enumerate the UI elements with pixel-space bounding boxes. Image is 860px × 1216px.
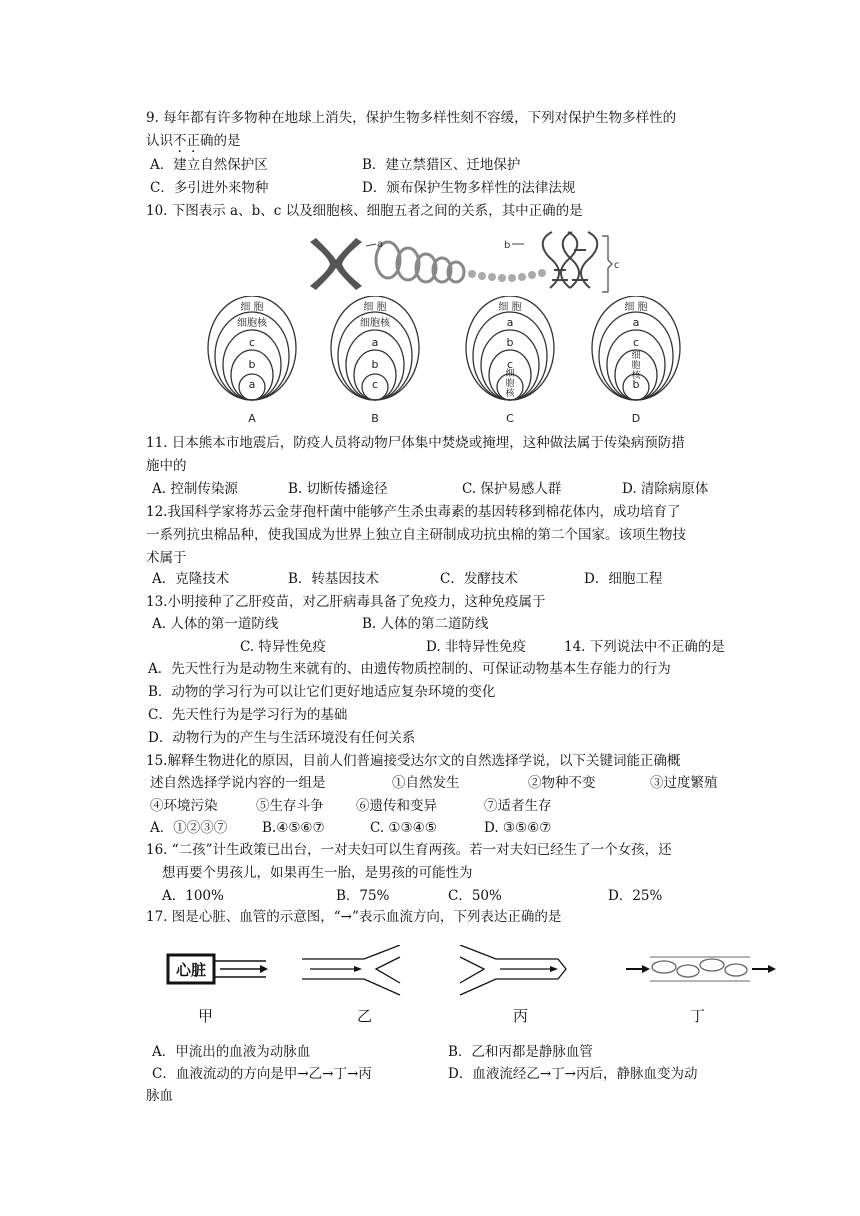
brace-icon	[602, 236, 612, 292]
diagram-letter: A	[248, 412, 256, 425]
q13-option-b: B. 人体的第二道防线	[362, 616, 489, 632]
q17-option-a: A．甲流出的血液为动脉血	[152, 1044, 311, 1060]
q15-option-a: A．①②③⑦	[150, 820, 228, 836]
label-c: c	[614, 260, 620, 271]
q12-option-c: C．发酵技术	[440, 571, 518, 587]
q9-stem-part: 确的是	[200, 133, 241, 149]
q14-option-b: B．动物的学习行为可以让它们更好地适应复杂环境的变化	[148, 684, 496, 700]
ring-label: 细胞核	[237, 318, 267, 329]
q13-option-c: C. 特异性免疫	[240, 639, 326, 655]
ring-label: 细胞核	[505, 369, 515, 399]
caption-jia: 甲	[198, 1007, 214, 1025]
q13-stem: 13.小明接种了乙肝疫苗，对乙肝病毒具备了免疫力，这种免疫属于	[146, 594, 546, 610]
q9-stem-line1: 9. 每年都有许多物种在地球上消失，保护生物多样性刻不容缓，下列对保护生物多样性的	[146, 110, 677, 126]
dna-helix-icon	[543, 232, 598, 288]
q16-stem-line2: 想再要个男孩儿，如果再生一胎，是男孩的可能性为	[162, 865, 473, 881]
ring-label: c	[371, 378, 379, 391]
q15-keyword-7: ⑦适者生存	[484, 798, 552, 814]
q9-emphasis-char: 不	[173, 133, 187, 149]
q17-option-c: C．血液流动的方向是甲→乙→丁→丙	[152, 1066, 372, 1082]
q17-stem: 17. 图是心脏、血管的示意图，“→”表示血流方向，下列表达正确的是	[146, 909, 562, 925]
chromosome-icon	[310, 238, 362, 290]
chromosome-dna-illustration	[300, 230, 630, 300]
caption-yi: 乙	[357, 1007, 373, 1025]
nested-diagram-d	[592, 296, 680, 425]
ring-label: c	[248, 336, 256, 349]
q9-stem-line2	[146, 131, 241, 151]
q16-option-d: D．25%	[608, 888, 663, 904]
q12-option-b: B．转基因技术	[288, 571, 379, 587]
q9-option-b: B．建立禁猎区、迁地保护	[362, 157, 521, 173]
heart-vessel-diagram	[160, 945, 790, 1000]
diagram-letter: D	[631, 412, 641, 425]
ring-label: a	[248, 378, 256, 391]
ring-label: a	[632, 316, 640, 329]
q15-keyword-5: ⑤生存斗争	[256, 798, 324, 814]
diagram-letter: C	[506, 412, 514, 425]
nucleosome-beads-icon	[468, 269, 546, 282]
heart-label: 心脏	[175, 961, 207, 979]
q15-keyword-1: ①自然发生	[392, 775, 460, 791]
q16-option-a: A．100%	[162, 888, 224, 904]
q16-option-c: C．50%	[448, 888, 502, 904]
q9-option-d: D．颁布保护生物多样性的法律法规	[362, 180, 576, 196]
q15-keyword-2: ②物种不变	[528, 775, 596, 791]
ring-label: 细 胞	[363, 302, 387, 313]
q15-option-b: B.④⑤⑥⑦	[262, 820, 325, 836]
artery-branch-icon	[302, 945, 400, 995]
q16-option-b: B．75%	[336, 888, 390, 904]
q17-option-b: B．乙和丙都是静脉血管	[448, 1044, 593, 1060]
q11-option-d: D. 清除病原体	[622, 481, 709, 497]
ring-label: 细胞核	[631, 351, 641, 381]
q15-option-d: D. ③⑤⑥⑦	[484, 820, 552, 836]
ring-label: b	[632, 378, 640, 391]
ring-label: 细 胞	[624, 302, 648, 313]
ring-label: b	[248, 358, 256, 371]
q17-option-d-line1: D．血液流经乙→丁→丙后，静脉血变为动	[448, 1066, 698, 1082]
q9-emphasis-char: 正	[186, 133, 200, 149]
ring-label: b	[506, 336, 514, 349]
diagram-letter: B	[371, 412, 379, 425]
nested-diagram-b	[331, 296, 419, 425]
chromatin-coil-icon	[376, 242, 464, 282]
ring-label: 细 胞	[498, 302, 522, 313]
q15-stem-line1: 15.解释生物进化的原因，目前人们普遍接受达尔文的自然选择学说，以下关键词能正确概	[146, 753, 681, 769]
q12-option-d: D．细胞工程	[584, 571, 663, 587]
q15-keyword-6: ⑥遗传和变异	[356, 798, 437, 814]
label-a: a	[377, 239, 384, 250]
q11-option-c: C. 保护易感人群	[462, 481, 562, 497]
heart-box	[168, 955, 268, 983]
q15-option-c: C. ①③④⑤	[370, 820, 437, 836]
q10-stem: 10. 下图表示 a、b、c 以及细胞核、细胞五者之间的关系，其中正确的是	[146, 203, 583, 219]
q15-keyword-3: ③过度繁殖	[650, 775, 718, 791]
q15-stem-line2: 述自然选择学说内容的一组是	[150, 775, 326, 791]
q14-option-c: C．先天性行为是学习行为的基础	[148, 707, 348, 723]
ring-label: 细 胞	[240, 302, 264, 313]
nested-circle-diagrams	[190, 296, 690, 428]
ring-label: a	[371, 336, 379, 349]
label-b: b	[504, 240, 511, 251]
q12-stem-line3: 术属于	[146, 550, 187, 566]
ring-label: c	[632, 336, 640, 349]
q11-option-a: A. 控制传染源	[152, 481, 238, 497]
ring-label: 细胞核	[360, 318, 390, 329]
q11-option-b: B. 切断传播途径	[288, 481, 388, 497]
q12-option-a: A．克隆技术	[152, 571, 230, 587]
caption-bing: 丙	[513, 1007, 529, 1025]
ring-label: a	[506, 316, 514, 329]
capillary-icon	[626, 957, 776, 981]
q17-option-d-line2: 脉血	[146, 1088, 173, 1104]
q15-keyword-4: ④环境污染	[150, 798, 218, 814]
q12-stem-line2: 一系列抗虫棉品种，使我国成为世界上独立自主研制成功抗虫棉的第二个国家。该项生物技	[146, 527, 686, 543]
caption-ding: 丁	[690, 1007, 706, 1025]
q9-stem-part: 认识	[146, 133, 173, 149]
q16-stem-line1: 16. “二孩”计生政策已出台，一对夫妇可以生育两孩。若一对夫妇已经生了一个女孩，还	[146, 842, 672, 858]
q13-option-a: A. 人体的第一道防线	[152, 616, 279, 632]
q12-stem-line1: 12.我国科学家将苏云金芽孢杆菌中能够产生杀虫毒素的基因转移到棉花体内，成功培育了	[146, 504, 681, 520]
q14-option-d: D．动物行为的产生与生活环境没有任何关系	[148, 730, 416, 746]
q9-option-a: A．建立自然保护区	[150, 157, 268, 173]
q14-stem: 14. 下列说法中不正确的是	[564, 639, 725, 655]
q13-option-d: D. 非特异性免疫	[426, 639, 526, 655]
q11-stem-line2: 施中的	[146, 458, 187, 474]
ring-label: c	[506, 358, 514, 371]
q9-option-c: C．多引进外来物种	[150, 180, 269, 196]
ring-label: b	[371, 358, 379, 371]
q11-stem-line1: 11. 日本熊本市地震后，防疫人员将动物尸体集中焚烧或掩埋，这种做法属于传染病预防措	[146, 435, 685, 451]
nested-diagram-a	[208, 296, 296, 425]
q14-option-a: A．先天性行为是动物生来就有的、由遗传物质控制的、可保证动物基本生存能力的行为	[148, 661, 671, 677]
nested-diagram-c	[466, 296, 554, 425]
